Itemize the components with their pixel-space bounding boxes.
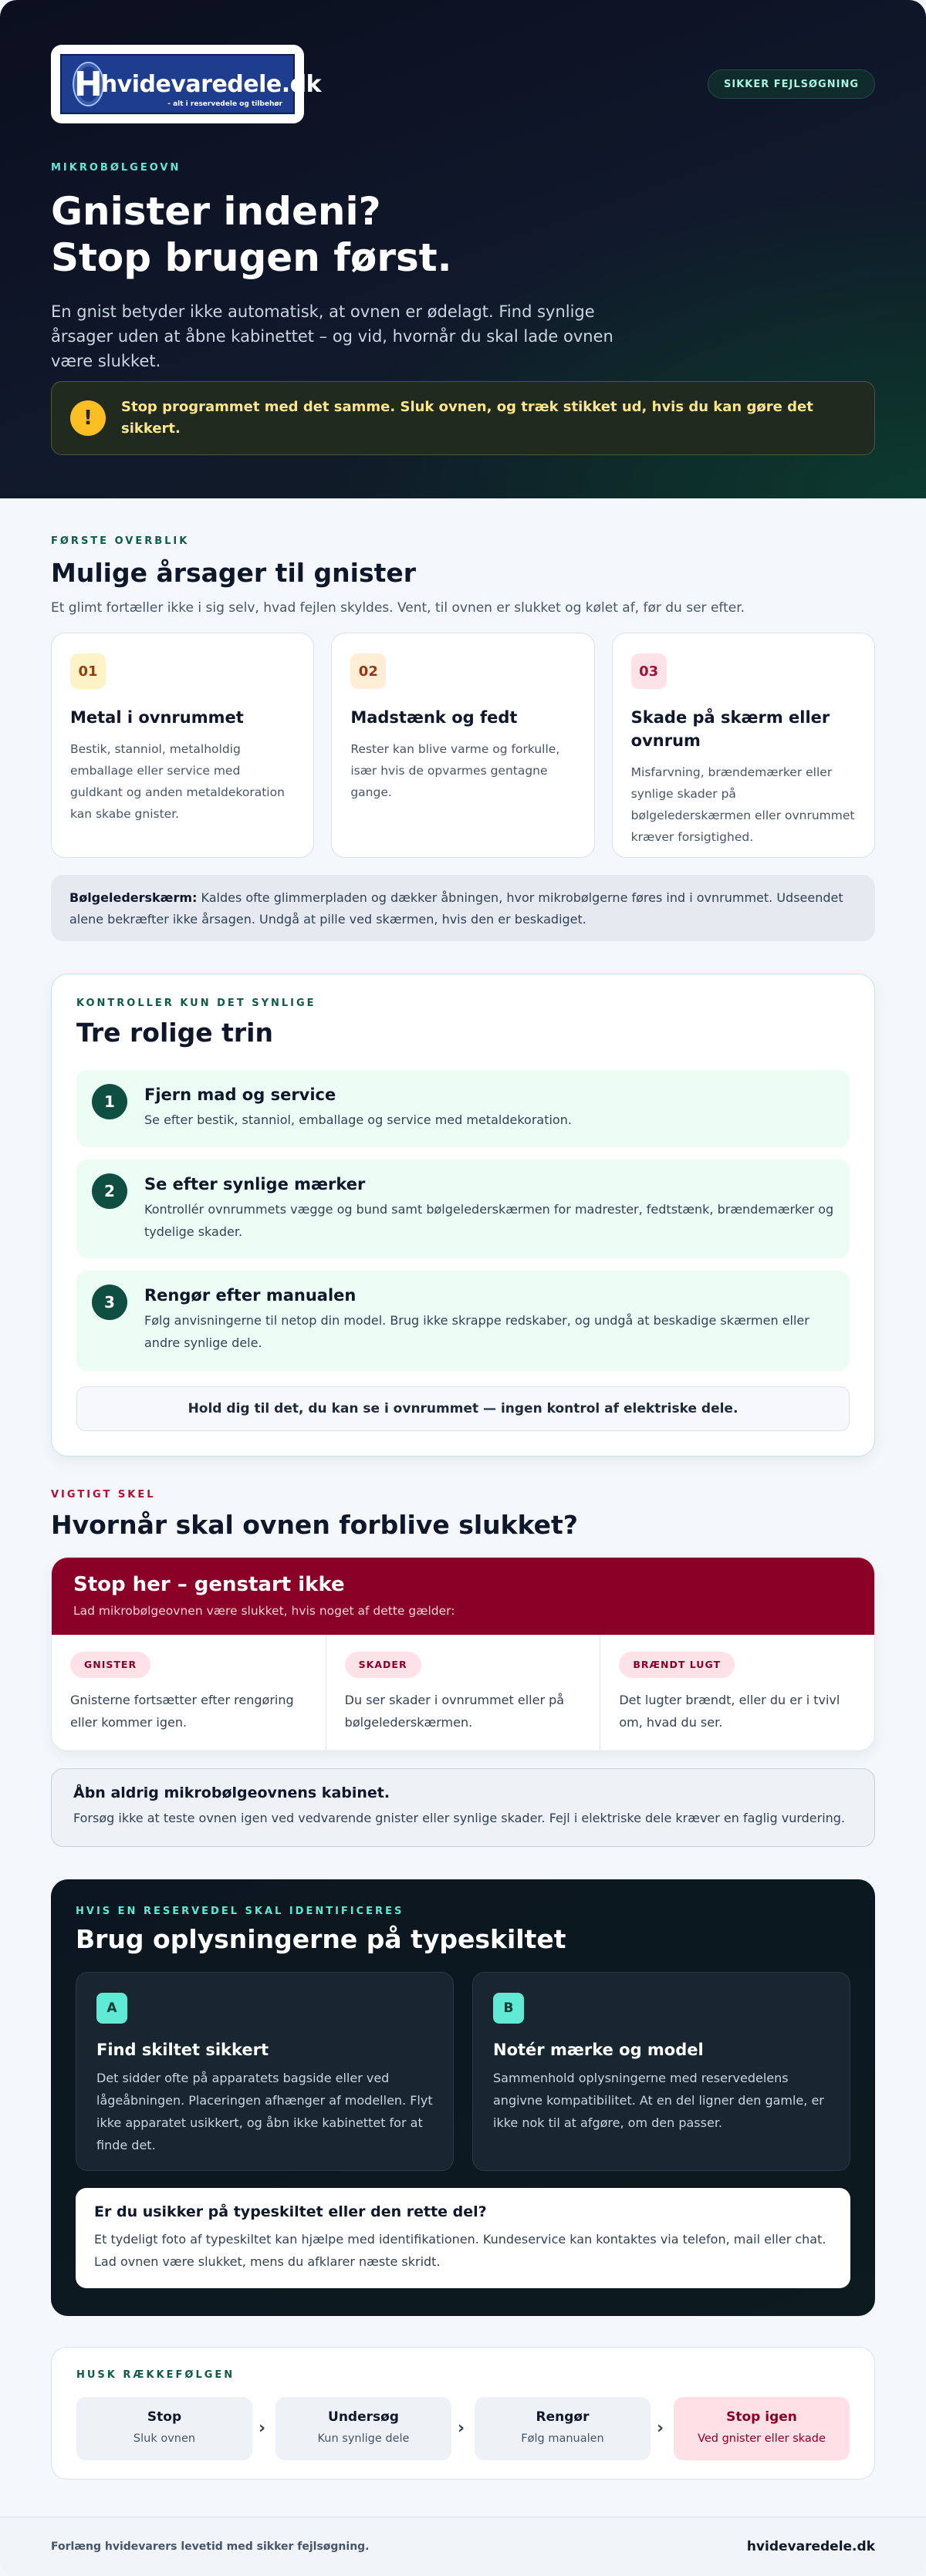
condition-tag: SKADER: [345, 1652, 421, 1678]
condition-text: Gnisterne fortsætter efter rengøring eller kommer igen.: [70, 1693, 294, 1730]
footer-brand-link[interactable]: hvidevaredele.dk: [746, 2539, 875, 2554]
step-item: [76, 1160, 850, 1258]
stop-condition: [326, 1635, 601, 1751]
condition-tag: GNISTER: [70, 1652, 150, 1678]
chevron-right-icon: ›: [259, 2419, 266, 2438]
step-number: 3: [92, 1285, 127, 1320]
order-step-title: Stop igen: [726, 2409, 797, 2425]
cabinet-title: Åbn aldrig mikrobølgeovnens kabinet.: [73, 1784, 390, 1801]
hero: [0, 0, 926, 498]
steps-panel: [51, 974, 875, 1457]
note-text: Kaldes ofte glimmerpladen og dækker åbningen, hvor mikrobølgerne føres ind i ovnrummet. Udseendet alene bekræfter ikke årsagen. Undgå at pille ved skærmen, hvis den er beskadiget.: [69, 890, 843, 927]
stop-panel: [51, 1557, 875, 1751]
plate-card-text: Det sidder ofte på apparatets bagside eller ved lågeåbningen. Placeringen afhænger af modellen. Flyt ikke apparatet usikkert, og åbn ikke kabinettet for at finde det.: [96, 2071, 433, 2152]
footer: [0, 2517, 926, 2576]
typeplate-panel: [51, 1879, 875, 2316]
footer-tagline: Forlæng hvidevarers levetid med sikker fejlsøgning.: [51, 2541, 370, 2553]
stop-box-title: Stop her – genstart ikke: [73, 1573, 345, 1596]
waveguide-note: [51, 875, 875, 941]
step-title: Fjern mad og service: [144, 1085, 336, 1104]
condition-tag: BRÆNDT LUGT: [619, 1652, 735, 1678]
logo-plate: [60, 54, 322, 114]
order-step-sub: Kun synlige dele: [317, 2433, 410, 2445]
stop-eyebrow: VIGTIGT SKEL: [51, 1489, 156, 1501]
condition-text: Det lugter brændt, eller du er i tvivl om, hvad du ser.: [619, 1693, 840, 1730]
step-text: Kontrollér ovnrummets vægge og bund samt bølgelederskærmen for madrester, fedtstænk, brændemærker og tydelige skader.: [144, 1202, 834, 1239]
order-step-final: [674, 2397, 850, 2460]
logo-h-icon: H: [73, 62, 104, 106]
order-step-sub: Sluk ovnen: [133, 2433, 196, 2445]
plate-eyebrow: HVIS EN RESERVEDEL SKAL IDENTIFICERES: [76, 1906, 404, 1917]
cause-text: Bestik, stanniol, metalholdig emballage eller service med guldkant og anden metaldekoration kan skabe gnister.: [70, 742, 285, 821]
hero-title-line1: Gnister indeni?: [51, 189, 381, 234]
causes-header: [51, 535, 875, 616]
warning-icon: !: [70, 400, 106, 436]
cause-card: [612, 633, 875, 858]
order-step-sub: Følg manualen: [521, 2433, 604, 2445]
causes-cards: [51, 633, 875, 858]
step-title: Se efter synlige mærker: [144, 1175, 366, 1193]
warning-box: [51, 381, 875, 455]
plate-card-letter: B: [493, 1993, 524, 2024]
step-text: Se efter bestik, stanniol, emballage og service med metaldekoration.: [144, 1112, 572, 1127]
hero-title-line2: Stop brugen først.: [51, 235, 452, 280]
cause-title: Skade på skærm eller ovnrum: [630, 708, 830, 750]
order-step-title: Stop: [147, 2409, 182, 2425]
plate-card-letter: A: [96, 1993, 127, 2024]
cause-card: [51, 633, 314, 858]
header-badge: SIKKER FEJLSØGNING: [708, 69, 875, 99]
cause-number: 01: [70, 653, 106, 689]
stop-condition: [52, 1635, 326, 1751]
note-term: Bølgelederskærm:: [69, 890, 198, 905]
plate-title: Brug oplysningerne på typeskiltet: [76, 1924, 566, 1954]
chevron-right-icon: ›: [657, 2419, 664, 2438]
order-step: [275, 2397, 451, 2460]
cause-card: [331, 633, 594, 858]
help-title: Er du usikker på typeskiltet eller den rette del?: [94, 2203, 487, 2220]
cause-text: Rester kan blive varme og forkulle, især hvis de opvarmes gentagne gange.: [350, 742, 560, 799]
warning-text: Stop programmet med det samme. Sluk ovnen, og træk stikket ud, hvis du kan gøre det sikkert.: [121, 399, 813, 437]
cabinet-warning: [51, 1768, 875, 1847]
hero-title: [51, 188, 745, 281]
stop-title: Hvornår skal ovnen forblive slukket?: [51, 1510, 578, 1540]
plate-card: [472, 1972, 850, 2171]
chevron-right-icon: ›: [458, 2419, 465, 2438]
step-number: 2: [92, 1173, 127, 1209]
order-step-title: Undersøg: [328, 2409, 399, 2425]
order-step-title: Rengør: [536, 2409, 590, 2425]
cause-title: Madstænk og fedt: [350, 708, 518, 727]
cause-text: Misfarvning, brændemærker eller synlige skader på bølgelederskærmen eller ovnrummet kræver forsigtighed.: [630, 765, 855, 844]
step-title: Rengør efter manualen: [144, 1286, 357, 1305]
hold-note: Hold dig til det, du kan se i ovnrummet — ingen kontrol af elektriske dele.: [76, 1386, 850, 1431]
step-text: Følg anvisningerne til netop din model. Brug ikke skrappe redskaber, og undgå at beskadige skærmen eller andre synlige dele.: [144, 1313, 809, 1350]
step-number: 1: [92, 1084, 127, 1119]
plate-card-text: Sammenhold oplysningerne med reservedelens angivne kompatibilitet. At en del ligner den gamle, er ikke nok til at afgøre, om den passer.: [493, 2071, 824, 2130]
cause-title: Metal i ovnrummet: [70, 708, 244, 727]
stop-box-subtitle: Lad mikrobølgeovnen være slukket, hvis noget af dette gælder:: [73, 1604, 455, 1618]
hero-eyebrow: MIKROBØLGEOVN: [51, 162, 181, 174]
stop-header: [51, 1489, 875, 1540]
steps-eyebrow: KONTROLLER KUN DET SYNLIGE: [76, 998, 316, 1009]
order-step: [475, 2397, 651, 2460]
causes-title: Mulige årsager til gnister: [51, 558, 417, 588]
condition-text: Du ser skader i ovnrummet eller på bølgelederskærmen.: [344, 1693, 565, 1730]
logo-tagline: - alt i reservedele og tilbehør: [167, 100, 282, 108]
order-panel: [51, 2347, 875, 2480]
stop-conditions: [52, 1635, 874, 1751]
help-text: Et tydeligt foto af typeskiltet kan hjælpe med identifikationen. Kundeservice kan kontaktes via telefon, mail eller chat. Lad ovnen være slukket, mens du afklarer næste skridt.: [94, 2232, 826, 2269]
plate-card: [76, 1972, 454, 2171]
plate-card-title: Find skiltet sikkert: [96, 2041, 269, 2059]
cause-number: 02: [350, 653, 386, 689]
logo-name: hvidevaredele.dk: [100, 70, 322, 98]
causes-eyebrow: FØRSTE OVERBLIK: [51, 535, 190, 547]
step-item: [76, 1271, 850, 1371]
cause-number: 03: [631, 653, 667, 689]
steps-title: Tre rolige trin: [76, 1018, 273, 1048]
causes-subtitle: Et glimt fortæller ikke i sig selv, hvad fejlen skyldes. Vent, til ovnen er slukket og kølet af, før du ser efter.: [51, 600, 745, 616]
plate-card-title: Notér mærke og model: [493, 2041, 704, 2059]
order-step: [76, 2397, 252, 2460]
step-item: [76, 1070, 850, 1147]
help-box: [76, 2188, 850, 2288]
logo[interactable]: [51, 45, 322, 123]
stop-condition: [600, 1635, 874, 1751]
order-step-sub: Ved gnister eller skade: [698, 2433, 826, 2445]
hero-lead: En gnist betyder ikke automatisk, at ovnen er ødelagt. Find synlige årsager uden at åbne kabinettet – og vid, hvornår du skal lade ovnen være slukket.: [51, 302, 613, 370]
stop-panel-header: [52, 1558, 874, 1635]
cabinet-text: Forsøg ikke at teste ovnen igen ved vedvarende gnister eller synlige skader. Fejl i elektriske dele kræver en faglig vurdering.: [73, 1811, 846, 1825]
order-eyebrow: HUSK RÆKKEFØLGEN: [76, 2369, 235, 2381]
